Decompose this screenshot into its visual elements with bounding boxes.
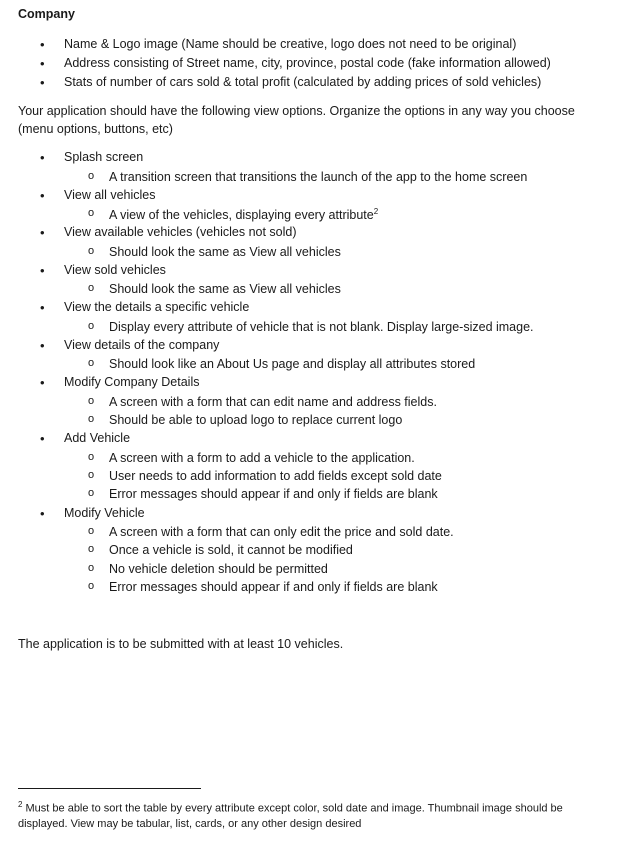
footnote-text: Must be able to sort the table by every attribute except color, sold date and image. Thumbnail image should be displayed. View may be tabular, list, cards, or any other design desired	[18, 802, 563, 830]
footnote-separator	[18, 788, 201, 789]
footnote-reference: 2	[373, 207, 379, 216]
company-heading: Company	[18, 7, 75, 21]
footnote-marker: 2	[18, 800, 23, 809]
footnote	[18, 797, 608, 832]
closing-paragraph: The application is to be submitted with at least 10 vehicles.	[18, 637, 344, 651]
document-page: Company Name & Logo image (Name should be creative, logo does not need to be original) Address consisting of Street name, city, province, postal code (fake information allowed) Stats of number of cars sold & total profit (calculated by adding prices of sold vehicles) Your application should have the following view options. Organize the options in any way you choose (menu options, buttons, etc) Splash screen o A transition screen that transitions the launch of the app to the home screen View all vehicles o A view of the vehicles, displaying every attribute$^2$ View available vehicles (vehicles not sold) o Should look the same as View all vehicles View sold vehicles o Should look the same as View all vehicles View the details a specific vehicle o Display every attribute of vehicle that is not blank. Display large-sized image. View details of the company o Should look like an About Us page and display all attributes stored Modify Company Details o A screen with a form that can edit name and address fields. o Should be able to upload logo to replace current logo Add Vehicle o A screen with a form to add a vehicle to the application. o User needs to add information to add fields except sold date o Error messages should appear if and only if fields are blank Modify Vehicle o A screen with a form that can only edit the price and sold date. o Once a vehicle is sold, it cannot be modified o No vehicle deletion should be permitted o Error messages should appear if and only if fields are blank The application is to be submitted with at least 10 vehicles. $^2$ Must be able to sort the table by every attribute except color, sold date and image. Thumbnail image should be displayed. View may be tabular, list, cards, or any other design desired	[0, 0, 617, 846]
intro-paragraph: Your application should have the following view options. Organize the options in any way you choose (menu options, buttons, etc)	[18, 104, 575, 136]
